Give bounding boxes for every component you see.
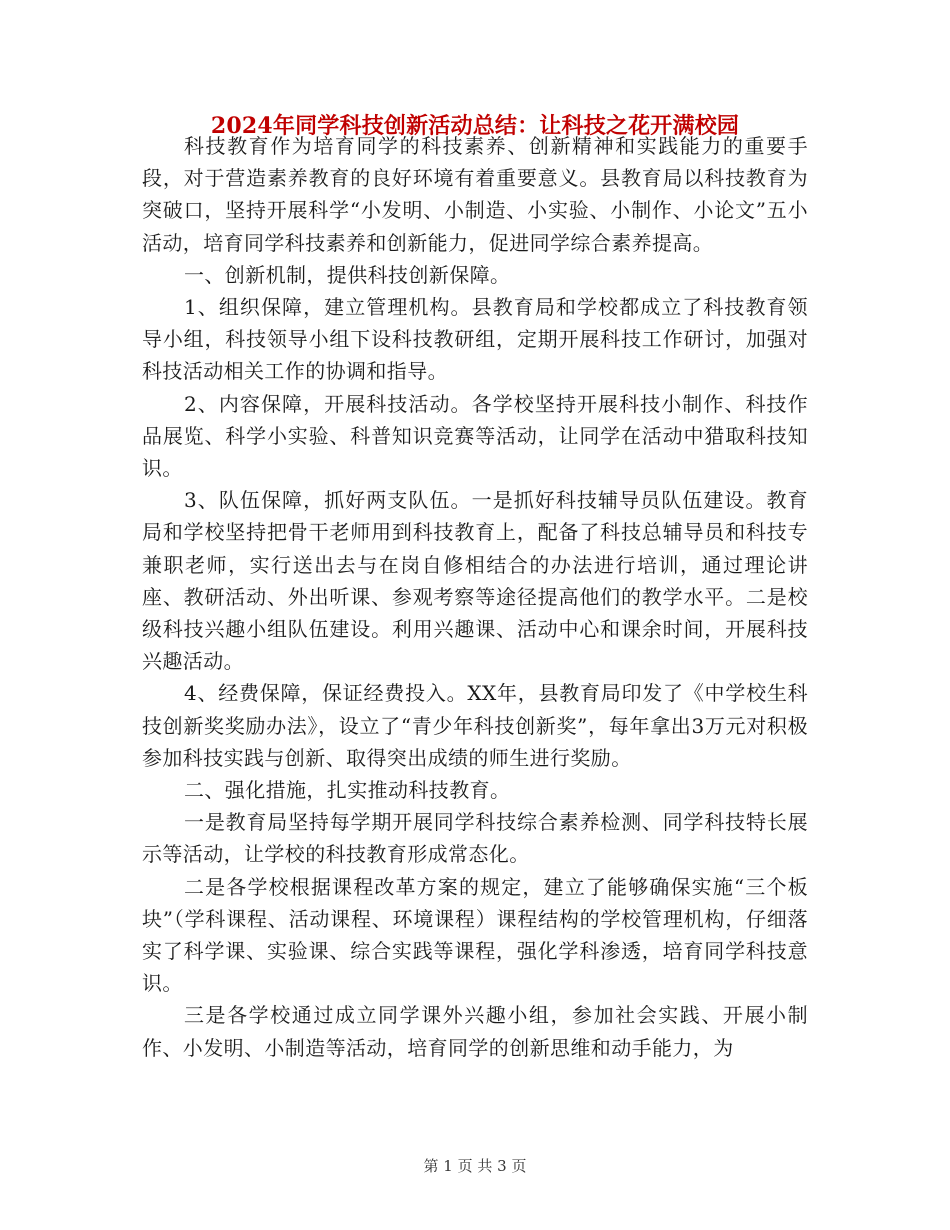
section-heading-2: 二、强化措施，扎实推动科技教育。	[184, 778, 511, 803]
paragraph-measure-1: 一是教育局坚持每学期开展同学科技综合素养检测、同学科技特长展示等活动，让学校的科技教育形成常态化。	[142, 810, 808, 867]
paragraph-measure-3: 三是各学校通过成立同学课外兴趣小组，参加社会实践、开展小制作、小发明、小制造等活动，培育同学的创新思维和动手能力，为	[142, 1003, 808, 1060]
paragraph-team: 3、队伍保障，抓好两支队伍。一是抓好科技辅导员队伍建设。教育局和学校坚持把骨干老师用到科技教育上，配备了科技总辅导员和科技专兼职老师，实行送出去与在岗自修相结合的办法进行培训，通过理论讲座、教研活动、外出听课、参观考察等途径提高他们的教学水平。二是校级科技兴趣小组队伍建设。利用兴趣课、活动中心和课余时间，开展科技兴趣活动。	[142, 488, 808, 674]
page-footer: 第 1 页 共 3 页	[423, 1157, 527, 1175]
paragraph-measure-2: 二是各学校根据课程改革方案的规定，建立了能够确保实施“三个板块”（学科课程、活动课程、环境课程）课程结构的学校管理机构，仔细落实了科学课、实验课、综合实践等课程，强化学科渗透，培育同学科技意识。	[142, 874, 808, 996]
paragraph-funding: 4、经费保障，保证经费投入。XX年，县教育局印发了《中学校生科技创新奖奖励办法》，设立了“青少年科技创新奖”，每年拿出3万元对积极参加科技实践与创新、取得突出成绩的师生进行奖励。	[142, 681, 808, 770]
section-heading-1: 一、创新机制，提供科技创新保障。	[184, 262, 511, 287]
document-title: 2024年同学科技创新活动总结：让科技之花开满校园	[210, 113, 740, 139]
paragraph-content: 2、内容保障，开展科技活动。各学校坚持开展科技小制作、科技作品展览、科学小实验、科普知识竞赛等活动，让同学在活动中猎取科技知识。	[142, 391, 808, 481]
paragraph-intro: 科技教育作为培育同学的科技素养、创新精神和实践能力的重要手段，对于营造素养教育的良好环境有着重要意义。县教育局以科技教育为突破口，坚持开展科学“小发明、小制造、小实验、小制作、小论文”五小活动，培育同学科技素养和创新能力，促进同学综合素养提高。	[142, 134, 808, 255]
paragraph-organization: 1、组织保障，建立管理机构。县教育局和学校都成立了科技教育领导小组，科技领导小组下设科技教研组，定期开展科技工作研讨，加强对科技活动相关工作的协调和指导。	[142, 295, 808, 384]
document-body	[142, 130, 808, 1064]
